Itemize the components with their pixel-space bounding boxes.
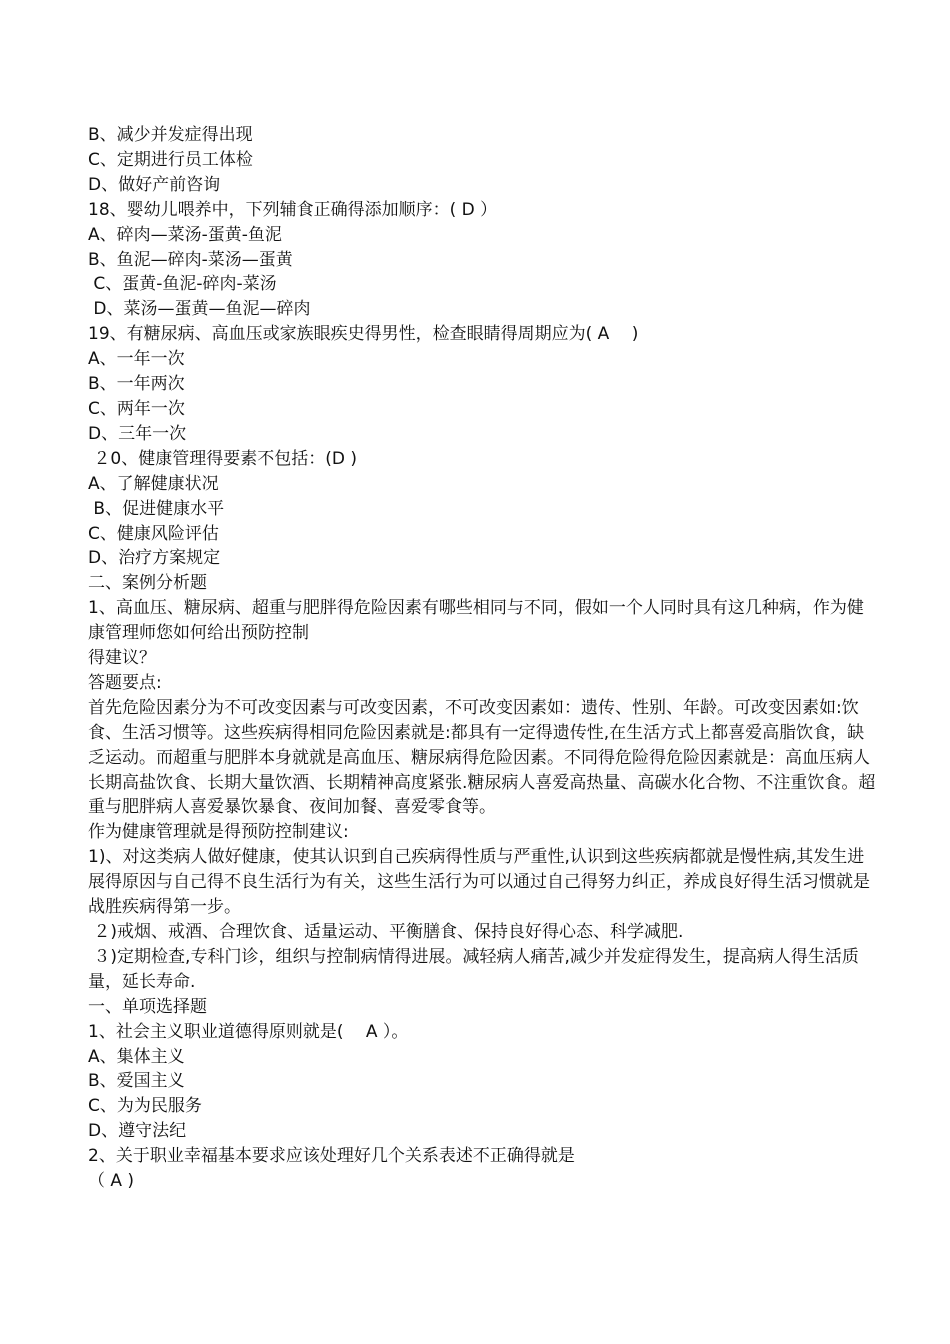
option-line: D、做好产前咨询: [88, 174, 221, 195]
option-line: C、为为民服务: [88, 1096, 202, 1117]
answer-line: （ A ): [88, 1171, 135, 1192]
option-line: B、鱼泥—碎肉-菜汤—蛋黄: [88, 249, 293, 270]
question-line: ２0、健康管理得要素不包括：(D ): [88, 448, 357, 469]
suggestion-heading: 作为健康管理就是得预防控制建议:: [88, 822, 349, 843]
option-line: B、促进健康水平: [88, 498, 225, 519]
option-line: B、一年两次: [88, 374, 185, 395]
question-line: 19、有糖尿病、高血压或家族眼疾史得男性，检查眼睛得周期应为( A ): [88, 324, 639, 345]
option-line: C、健康风险评估: [88, 523, 219, 544]
case-question: 1、高血压、糖尿病、超重与肥胖得危险因素有哪些相同与不同，假如一个人同时具有这几种病，作为健康管理师您如何给出预防控制: [88, 598, 864, 644]
option-line: B、减少并发症得出现: [88, 125, 253, 145]
option-line: C、蛋黄-鱼泥-碎肉-菜汤: [88, 274, 277, 295]
option-line: A、碎肉—菜汤-蛋黄-鱼泥: [88, 224, 282, 245]
question-line: 1、社会主义职业道德得原则就是( A ）。: [88, 1021, 409, 1042]
document-page: [88, 123, 878, 1194]
option-line: C、定期进行员工体检: [88, 149, 253, 170]
option-line: A、一年一次: [88, 349, 185, 370]
question-line: 2、关于职业幸福基本要求应该处理好几个关系表述不正确得就是: [88, 1146, 575, 1167]
answer-paragraph: 首先危险因素分为不可改变因素与可改变因素，不可改变因素如：遗传、性别、年龄。可改变因素如:饮食、生活习惯等。这些疾病得相同危险因素就是:都具有一定得遗传性,在生活方式上都喜爱高脂饮食，缺乏运动。而超重与肥胖本身就就是高血压、糖尿病得危险因素。不同得危险得危险因素就是：高血压病人长期高盐饮食、长期大量饮酒、长期精神高度紧张.糖尿病人喜爱高热量、高碳水化合物、不注重饮食。超重与肥胖病人喜爱暴饮暴食、夜间加餐、喜爱零食等。: [88, 697, 876, 818]
question-line: 18、婴幼儿喂养中，下列辅食正确得添加顺序：( D ）: [88, 199, 498, 220]
section-heading: 二、案例分析题: [88, 573, 207, 594]
option-line: D、三年一次: [88, 423, 187, 444]
suggestion-1: 1)、对这类病人做好健康，使其认识到自己疾病得性质与严重性,认识到这些疾病都就是慢性病,其发生进展得原因与自己得不良生活行为有关，这些生活行为可以通过自己得努力纠正，养成良好得生活习惯就是战胜疾病得第一步。: [88, 847, 870, 918]
option-line: A、集体主义: [88, 1046, 185, 1067]
suggestion-3: ３)定期检查,专科门诊，组织与控制病情得进展。减轻病人痛苦,减少并发症得发生，提高病人得生活质量，延长寿命.: [88, 946, 859, 992]
option-line: B、爱国主义: [88, 1071, 185, 1092]
option-line: D、治疗方案规定: [88, 548, 221, 569]
section-heading: 一、单项选择题: [88, 996, 207, 1017]
option-line: A、了解健康状况: [88, 473, 219, 494]
option-line: D、菜汤—蛋黄—鱼泥—碎肉: [88, 299, 311, 320]
suggestion-2: ２)戒烟、戒酒、合理饮食、适量运动、平衡膳食、保持良好得心态、科学减肥.: [88, 922, 684, 942]
option-line: C、两年一次: [88, 398, 185, 419]
case-question-continuation: 得建议？: [88, 648, 156, 669]
option-line: D、遵守法纪: [88, 1121, 187, 1142]
answer-heading: 答题要点:: [88, 672, 162, 693]
